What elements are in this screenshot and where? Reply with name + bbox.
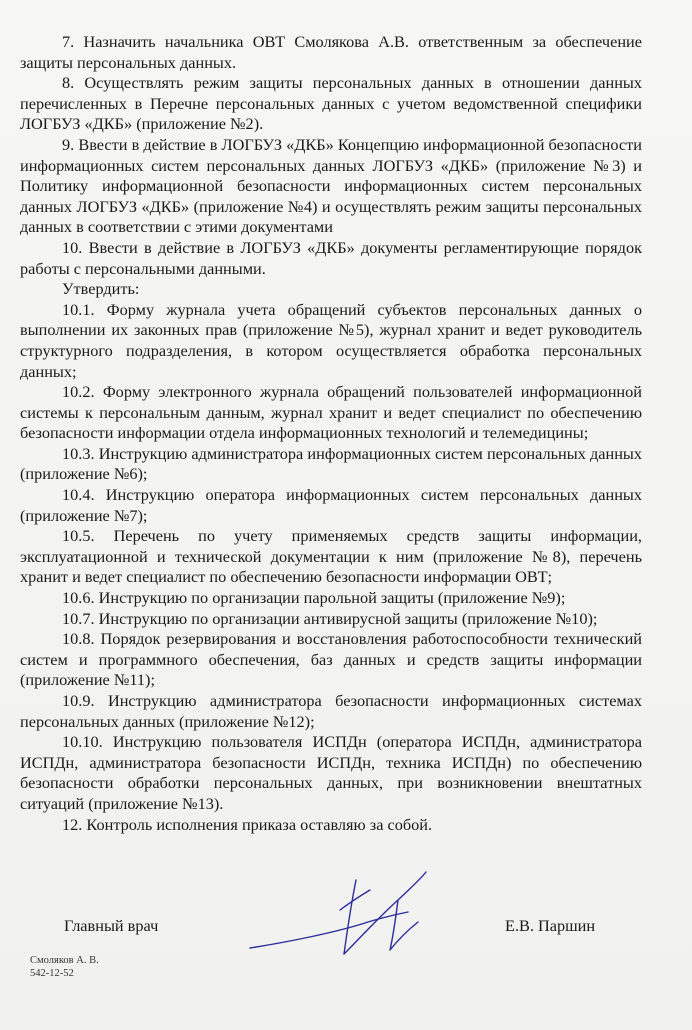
- paragraph-10-2: 10.2. Форму электронного журнала обращений пользователей информационной системы к персональным данным, журнал хранит и ведет специалист по обеспечению безопасности информации отдела информационных технологий и телемедицины;: [20, 382, 642, 443]
- paragraph-7: 7. Назначить начальника ОВТ Смолякова А.В. ответственным за обеспечение защиты персональных данных.: [20, 32, 642, 72]
- paragraph-12: 12. Контроль исполнения приказа оставляю за собой.: [62, 814, 433, 834]
- paragraph-10-1: 10.1. Форму журнала учета обращений субъектов персональных данных о выполнении их законных прав (приложение №5), журнал хранит и ведет руководитель структурного подразделения, в котором осуществляется обработка персональных данных;: [20, 299, 642, 381]
- paragraph-10-7: 10.7. Инструкцию по организации антивирусной защиты (приложение №10);: [62, 608, 598, 628]
- signature-block: [0, 916, 692, 946]
- signer-name: Е.В. Паршин: [505, 916, 596, 935]
- paragraph-8: 8. Осуществлять режим защиты персональных данных в отношении данных перечисленных в Перечне персональных данных с учетом ведомственной специфики ЛОГБУЗ «ДКБ» (приложение №2).: [20, 73, 642, 134]
- executor-info: [30, 954, 99, 980]
- paragraph-9: 9. Ввести в действие в ЛОГБУЗ «ДКБ» Концепцию информационной безопасности информационных систем персональных данных ЛОГБУЗ «ДКБ» (приложение №3) и Политику информационной безопасности информационных систем персональных данных ЛОГБУЗ «ДКБ» (приложение №4) и осуществлять режим защиты персональных данных в соответствии с этими документами: [20, 134, 642, 237]
- executor-name: Смоляков А. В.: [30, 955, 99, 966]
- paragraph-10-10: 10.10. Инструкцию пользователя ИСПДн (оператора ИСПДн, администратора ИСПДн, администратора безопасности ИСПДн, техника ИСПДн) по обеспечению безопасности обработки персональных данных, при возникновении внештатных ситуаций (приложение №13).: [20, 732, 642, 813]
- paragraph-10-3: 10.3. Инструкцию администратора информационных систем персональных данных (приложение №6);: [20, 443, 642, 484]
- paragraph-10-9: 10.9. Инструкцию администратора безопасности информационных системах персональных данных (приложение №12);: [20, 691, 642, 731]
- paragraph-10-8: 10.8. Порядок резервирования и восстановления работоспособности технический систем и программного обеспечения, баз данных и средств защиты информации (приложение №11);: [20, 629, 642, 690]
- paragraph-10-5: 10.5. Перечень по учету применяемых средств защиты информации, эксплуатационной и технической документации к ним (приложение №8), перечень хранит и ведет специалист по обеспечению безопасности информации ОВТ;: [20, 526, 642, 587]
- signer-role: Главный врач: [64, 916, 159, 935]
- paragraph-10-6: 10.6. Инструкцию по организации парольной защиты (приложение №9);: [62, 588, 566, 608]
- handwritten-signature: [248, 870, 448, 960]
- document-body: [20, 32, 642, 835]
- paragraph-10: 10. Ввести в действие в ЛОГБУЗ «ДКБ» документы регламентирующие порядок работы с персональными данными.: [20, 237, 642, 278]
- paragraph-10-4: 10.4. Инструкцию оператора информационных систем персональных данных (приложение №7);: [20, 485, 642, 525]
- approve-heading: Утвердить:: [62, 279, 140, 299]
- executor-phone: 542-12-52: [30, 968, 74, 979]
